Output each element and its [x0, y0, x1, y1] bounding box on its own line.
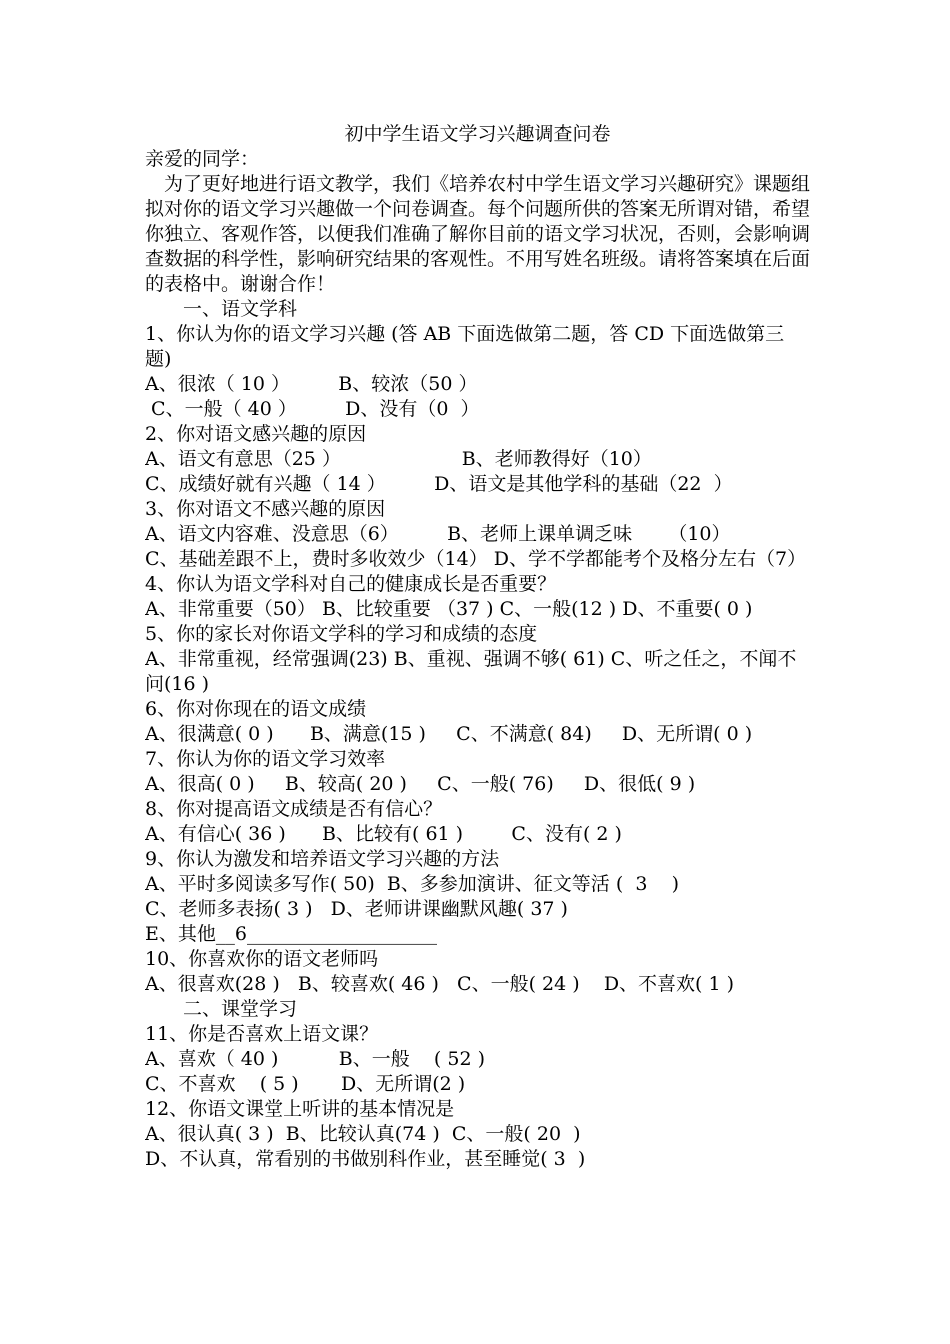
text-line: 3、你对语文不感兴趣的原因 [145, 498, 386, 520]
text-line: A、很高( 0 ) B、较高( 20 ) C、一般( 76) D、很低( 9 ) [145, 773, 696, 795]
text-line: C、成绩好就有兴趣（ 14 ） D、语文是其他学科的基础（22 ） [145, 473, 733, 495]
text-line: C、不喜欢 ( 5 ) D、无所谓(2 ) [145, 1073, 466, 1095]
document-page [145, 122, 810, 1172]
text-line: 二、课堂学习 [183, 998, 298, 1020]
text-line: 2、你对语文感兴趣的原因 [145, 423, 367, 445]
text-line: A、有信心( 36 ) B、比较有( 61 ) C、没有( 2 ) [145, 823, 622, 845]
text-line: C、基础差跟不上，费时多收效少（14） D、学不学都能考个及格分左右（7） [145, 548, 807, 570]
text-line: 10、你喜欢你的语文老师吗 [145, 948, 379, 970]
text-line: 一、语文学科 [183, 298, 298, 320]
greeting: 亲爱的同学： [145, 148, 260, 170]
text-line: C、老师多表扬( 3 ) D、老师讲课幽默风趣( 37 ) [145, 898, 568, 920]
text-line: 9、你认为激发和培养语文学习兴趣的方法 [145, 848, 500, 870]
text-line: 1、你认为你的语文学习兴趣 (答 AB 下面选做第二题，答 CD 下面选做第三题) [145, 323, 785, 370]
text-line: 5、你的家长对你语文学科的学习和成绩的态度 [145, 623, 538, 645]
text-line: 6、你对你现在的语文成绩 [145, 698, 367, 720]
text-line: A、非常重视，经常强调(23) B、重视、强调不够( 61) C、听之任之，不闻不问(16 ) [145, 648, 797, 695]
text-line: 12、你语文课堂上听讲的基本情况是 [145, 1098, 455, 1120]
text-line: A、语文内容难、没意思（6） B、老师上课单调乏味 （10） [145, 523, 731, 545]
document-title: 初中学生语文学习兴趣调查问卷 [344, 123, 611, 145]
text-line: A、语文有意思（25 ） B、老师教得好（10） [145, 448, 652, 470]
text-line: A、很喜欢(28 ) B、较喜欢( 46 ) C、一般( 24 ) D、不喜欢( 1 ) [145, 973, 735, 995]
text-line: A、平时多阅读多写作( 50) B、多参加演讲、征文等活 ( 3 ) [145, 873, 679, 895]
text-line: A、喜欢（ 40 ) B、一般 ( 52 ) [145, 1048, 485, 1070]
text-line: E、其他__6____________________ [145, 923, 437, 945]
text-line: 11、你是否喜欢上语文课？ [145, 1023, 379, 1045]
text-line: A、很满意( 0 ) B、满意(15 ) C、不满意( 84) D、无所谓( 0 ) [145, 723, 753, 745]
text-line: D、不认真，常看别的书做别科作业，甚至睡觉( 3 ) [145, 1148, 586, 1170]
text-line: C、一般（ 40 ） D、没有（0 ） [145, 398, 480, 420]
text-line: A、很浓（ 10 ） B、较浓（50 ） [145, 373, 478, 395]
intro-paragraph: 为了更好地进行语文教学，我们《培养农村中学生语文学习兴趣研究》课题组拟对你的语文学习兴趣做一个问卷调查。每个问题所供的答案无所谓对错，希望你独立、客观作答，以便我们准确了解你目前的语文学习状况，否则，会影响调查数据的科学性，影响研究结果的客观性。不用写姓名班级。请将答案填在后面的表格中。谢谢合作！ [145, 173, 811, 295]
text-line: 8、你对提高语文成绩是否有信心？ [145, 798, 443, 820]
text-line: A、非常重要（50） B、比较重要 （37 ) C、一般(12 ) D、不重要( 0 ) [145, 598, 753, 620]
text-line: 7、你认为你的语文学习效率 [145, 748, 386, 770]
text-line: A、很认真( 3 ) B、比较认真(74 ) C、一般( 20 ) [145, 1123, 581, 1145]
question-list [145, 297, 810, 1172]
text-line: 4、你认为语文学科对自己的健康成长是否重要？ [145, 573, 557, 595]
